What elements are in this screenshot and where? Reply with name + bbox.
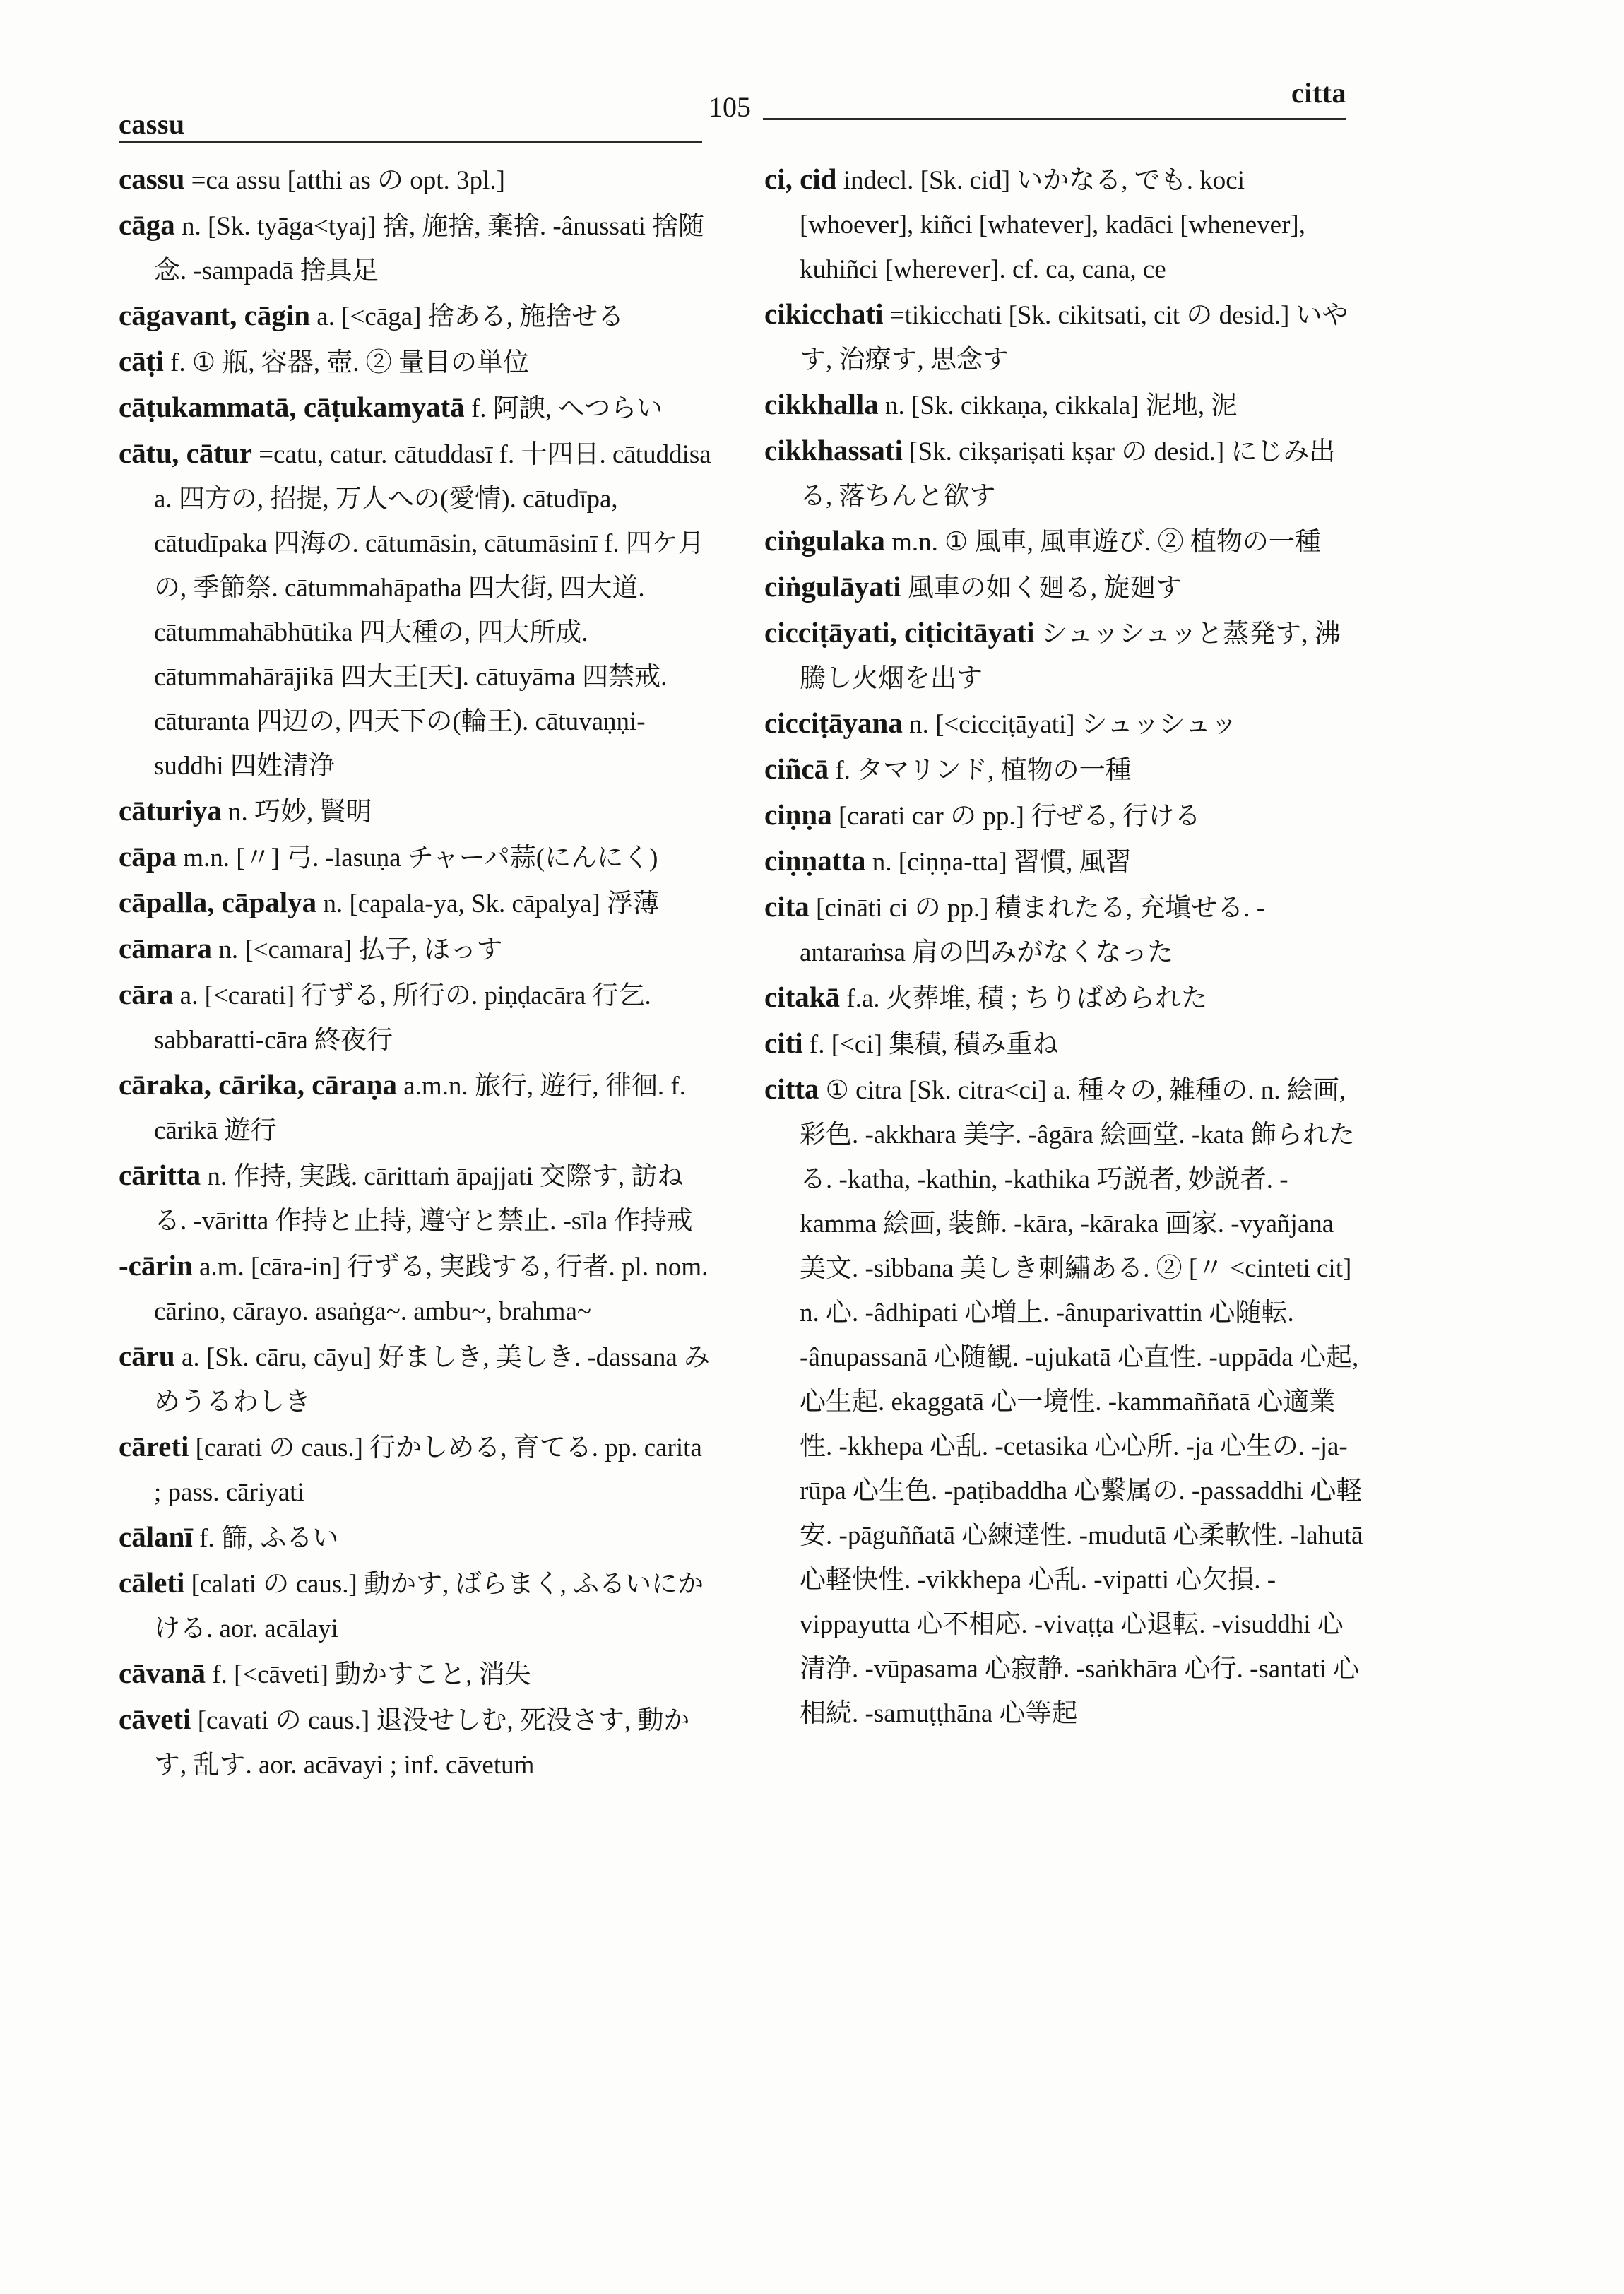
entry-definition: f. 篩, ふるい xyxy=(199,1524,339,1553)
entry-headword: cāgavant, cāgin xyxy=(119,299,311,331)
entry-headword: citi xyxy=(764,1027,803,1059)
entry-headword: cāra xyxy=(119,978,174,1010)
dictionary-entry xyxy=(764,839,1365,885)
dictionary-entry xyxy=(764,382,1365,428)
entry-headword: cita xyxy=(764,890,810,923)
dictionary-entry xyxy=(119,1561,712,1651)
entry-definition: a. [<carati] 行ずる, 所行の. piṇḍacāra 行乞. sabbaratti-cāra 終夜行 xyxy=(154,981,651,1055)
entry-headword: cassu xyxy=(119,162,185,195)
entry-definition: n. [Sk. cikkaṇa, cikkala] 泥地, 泥 xyxy=(885,391,1238,420)
entry-definition: n. [ciṇṇa-tta] 習慣, 風習 xyxy=(872,848,1132,877)
entry-headword: citakā xyxy=(764,981,841,1013)
dictionary-entry xyxy=(119,788,712,834)
entry-definition: f. ① 瓶, 容器, 壺. ② 量目の単位 xyxy=(170,348,529,377)
entry-headword: cālanī xyxy=(119,1520,193,1553)
entry-headword: cāraka, cārika, cāraṇa xyxy=(119,1068,397,1101)
entry-definition: =catu, catur. cātuddasī f. 十四日. cātuddisa a. 四方の, 招提, 万人への(愛情). cātudīpa, cātudīpaka 四海の. cātumāsin, cātumāsinī f. 四ケ月の, 季節祭. cātummahāpatha 四大街, 四大道. cātummahābhūtika 四大種の, 四大所成. cātummahārājikā 四大王[天]. cātuyāma 四禁戒. cāturanta 四辺の, 四天下の(輪王). cātuvaṇṇi-suddhi 四姓清浄 xyxy=(154,440,711,781)
entry-definition: f. 阿諛, へつらい xyxy=(470,394,663,423)
entry-definition: シュッシュッと蒸発す, 沸騰し火烟を出す xyxy=(800,620,1341,693)
entry-definition: [cināti ci の pp.] 積まれたる, 充塡せる. -antaraṁsa 肩の凹みがなくなった xyxy=(800,894,1266,967)
entry-definition: indecl. [Sk. cid] いかなる, でも. koci [whoever], kiñci [whatever], kadāci [whenever], kuhiñci [wherever]. cf. ca, cana, ce xyxy=(800,166,1305,284)
entry-headword: ciṇṇa xyxy=(764,798,832,831)
entry-definition: f. タマリンド, 植物の一種 xyxy=(835,756,1132,785)
entry-headword: cāvanā xyxy=(119,1657,206,1689)
right-column xyxy=(764,157,1365,1736)
entry-headword: cāmara xyxy=(119,932,213,964)
dictionary-entry xyxy=(119,1515,712,1561)
entry-headword: ciṇṇatta xyxy=(764,844,866,877)
entry-definition: [Sk. cikṣariṣati kṣar の desid.] にじみ出る, 落ちんと欲す xyxy=(800,437,1336,511)
dictionary-entry xyxy=(119,1243,712,1334)
entry-definition: a.m.n. 旅行, 遊行, 徘徊. f. cārikā 遊行 xyxy=(154,1072,687,1145)
dictionary-entry xyxy=(764,610,1365,701)
entry-definition: [carati car の pp.] 行ぜる, 行ける xyxy=(838,802,1201,831)
entry-headword: ciṅgulaka xyxy=(764,524,885,557)
entry-headword: cāreti xyxy=(119,1430,189,1462)
entry-definition: [cavati の caus.] 退没せしむ, 死没さす, 動かす, 乱す. aor. acāvayi ; inf. cāvetuṁ xyxy=(154,1706,690,1780)
entry-headword: cikkhassati xyxy=(764,434,903,466)
entry-headword: cāṭi xyxy=(119,345,164,377)
entry-headword: cāritta xyxy=(119,1159,201,1191)
entry-definition: =ca assu [atthi as の opt. 3pl.] xyxy=(191,166,505,195)
dictionary-entry xyxy=(119,834,712,880)
dictionary-entry xyxy=(119,293,712,339)
entry-headword: cāpalla, cāpalya xyxy=(119,886,317,918)
dictionary-entry xyxy=(764,701,1365,747)
page-number: 105 xyxy=(709,91,751,123)
dictionary-entry xyxy=(119,431,712,788)
dictionary-entry xyxy=(764,157,1365,292)
dictionary-entry xyxy=(764,975,1365,1021)
entry-definition: n. [<cicciṭāyati] シュッシュッ xyxy=(909,710,1238,739)
entry-headword: cicciṭāyati, ciṭicitāyati xyxy=(764,616,1035,649)
entry-headword: ciñcā xyxy=(764,752,829,785)
entry-headword: cāturiya xyxy=(119,794,222,827)
entry-definition: [calati の caus.] 動かす, ばらまく, ふるいにかける. aor. acālayi xyxy=(154,1570,704,1643)
dictionary-entry xyxy=(119,157,712,203)
dictionary-entry xyxy=(119,1424,712,1515)
dictionary-entry xyxy=(764,793,1365,839)
dictionary-entry xyxy=(119,1651,712,1697)
left-guide-word: cassu xyxy=(119,108,185,140)
entry-definition: a.m. [cāra-in] 行ずる, 実践する, 行者. pl. nom. cārino, cārayo. asaṅga~. ambu~, brahma~ xyxy=(154,1253,709,1326)
entry-definition: n. [capala-ya, Sk. cāpalya] 浮薄 xyxy=(323,889,660,918)
dictionary-entry xyxy=(764,519,1365,564)
entry-definition: f.a. 火葬堆, 積 ; ちりばめられた xyxy=(846,984,1208,1013)
dictionary-entry xyxy=(119,926,712,972)
entry-headword: cikicchati xyxy=(764,297,884,330)
left-column xyxy=(119,157,712,1787)
dictionary-entry xyxy=(119,880,712,926)
entry-definition: f. [<cāveti] 動かすこと, 消失 xyxy=(212,1660,531,1689)
dictionary-entry xyxy=(119,1334,712,1424)
entry-definition: [carati の caus.] 行かしめる, 育てる. pp. carita ; pass. cāriyati xyxy=(154,1433,702,1507)
entry-headword: cikkhalla xyxy=(764,388,879,420)
entry-definition: =tikicchati [Sk. cikitsati, cit の desid.] いやす, 治療す, 思念す xyxy=(800,301,1349,374)
entry-headword: ciṅgulāyati xyxy=(764,570,901,603)
entry-headword: ci, cid xyxy=(764,162,837,195)
dictionary-entry xyxy=(119,339,712,385)
entry-headword: cāleti xyxy=(119,1566,185,1599)
dictionary-entry xyxy=(119,1153,712,1243)
dictionary-entry xyxy=(119,203,712,293)
entry-definition: m.n. [〃] 弓. -lasuṇa チャーパ蒜(にんにく) xyxy=(183,844,658,873)
entry-headword: cāveti xyxy=(119,1703,191,1735)
right-header-rule xyxy=(763,118,1346,120)
entry-headword: cāru xyxy=(119,1340,175,1372)
entry-definition: a. [Sk. cāru, cāyu] 好ましき, 美しき. -dassana みめうるわしき xyxy=(154,1343,710,1417)
right-guide-word: citta xyxy=(1291,77,1346,109)
entry-definition: a. [<cāga] 捨ある, 施捨せる xyxy=(316,302,624,331)
entry-definition: n. 作持, 実践. cārittaṁ āpajjati 交際す, 訪ねる. -vāritta 作持と止持, 遵守と禁止. -sīla 作持戒 xyxy=(154,1162,693,1236)
dictionary-entry xyxy=(764,885,1365,975)
entry-headword: cāpa xyxy=(119,840,177,873)
dictionary-entry xyxy=(119,972,712,1063)
left-header-rule xyxy=(119,141,702,143)
entry-definition: m.n. ① 風車, 風車遊び. ② 植物の一種 xyxy=(891,528,1321,557)
dictionary-entry xyxy=(764,1067,1365,1736)
dictionary-entry xyxy=(764,564,1365,610)
entry-definition: 風車の如く廻る, 旋廻す xyxy=(907,574,1183,603)
entry-headword: citta xyxy=(764,1072,819,1105)
dictionary-entry xyxy=(764,428,1365,519)
dictionary-entry xyxy=(119,1063,712,1153)
dictionary-entry xyxy=(764,1021,1365,1067)
entry-definition: ① citra [Sk. citra<ci] a. 種々の, 雑種の. n. 絵画, 彩色. -akkhara 美字. -âgāra 絵画堂. -kata 飾られたる. -katha, -kathin, -kathika 巧説者, 妙説者. -kamma 絵画, 装飾. -kāra, -kāraka 画家. -vyañjana 美文. -sibbana 美しき刺繡ある. ② [〃 <cinteti cit] n. 心. -âdhipati 心増上. -ânuparivattin 心随転. -ânupassanā 心随観. -ujukatā 心直性. -uppāda 心起, 心生起. ekaggatā 心一境性. -kammaññatā 心適業性. -kkhepa 心乱. -cetasika 心心所. -ja 心生の. -ja-rūpa 心生色. -paṭibaddha 心繋属の. -passaddhi 心軽安. -pāguññatā 心練達性. -mudutā 心柔軟性. -lahutā 心軽快性. -vikkhepa 心乱. -vipatti 心欠損. -vippayutta 心不相応. -vivaṭṭa 心退転. -visuddhi 心清浄. -vūpasama 心寂静. -saṅkhāra 心行. -santati 心相続. -samuṭṭhāna 心等起 xyxy=(800,1076,1363,1728)
entry-headword: cātu, cātur xyxy=(119,437,253,469)
entry-definition: n. 巧妙, 賢明 xyxy=(228,798,372,827)
entry-definition: n. [Sk. tyāga<tyaj] 捨, 施捨, 棄捨. -ânussati 捨随念. -sampadā 捨具足 xyxy=(154,212,705,285)
entry-definition: f. [<ci] 集積, 積み重ね xyxy=(809,1030,1059,1059)
dictionary-entry xyxy=(764,747,1365,793)
dictionary-entry xyxy=(119,1697,712,1787)
entry-headword: cicciṭāyana xyxy=(764,706,903,739)
dictionary-entry xyxy=(764,292,1365,382)
entry-headword: cāga xyxy=(119,208,175,241)
entry-headword: -cārin xyxy=(119,1249,193,1282)
entry-headword: cāṭukammatā, cāṭukamyatā xyxy=(119,391,465,423)
dictionary-entry xyxy=(119,385,712,431)
entry-definition: n. [<camara] 払子, ほっす xyxy=(218,935,503,964)
